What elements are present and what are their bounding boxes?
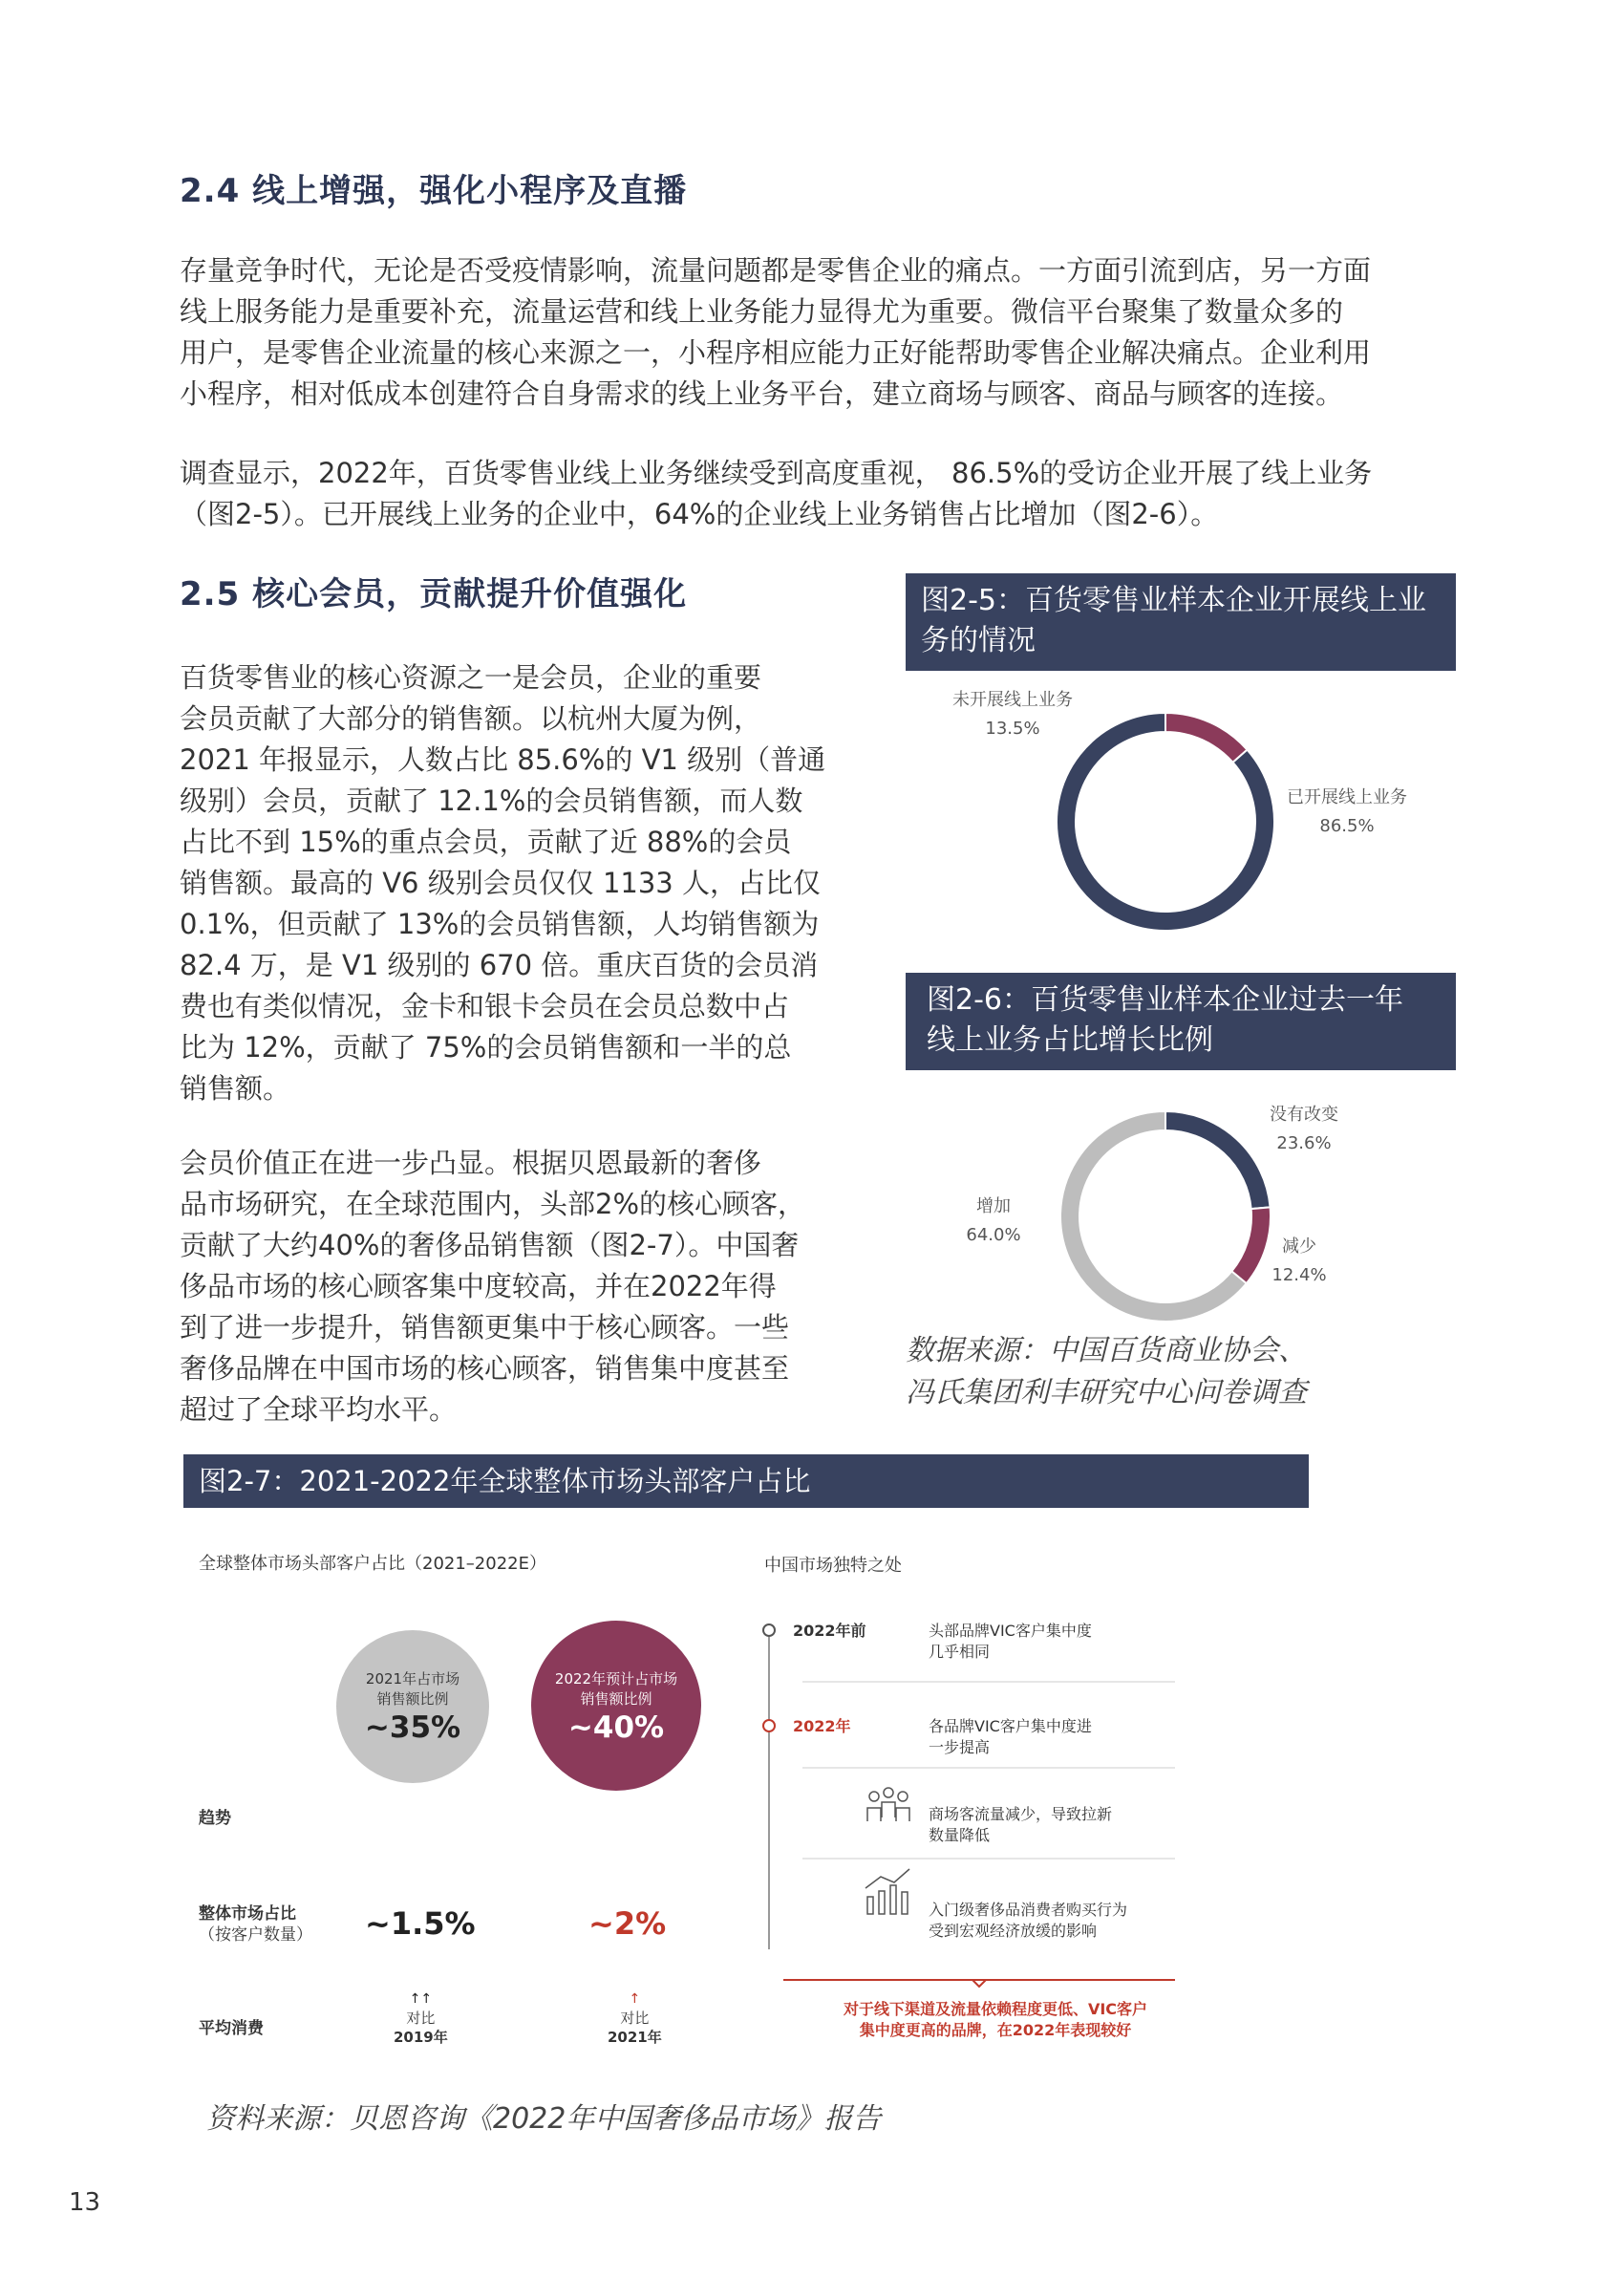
slice-value: 13.5% bbox=[985, 719, 1040, 739]
timeline-text-line: 各品牌VIC客户集中度进 bbox=[929, 1717, 1092, 1735]
slice-label: 增加 bbox=[976, 1196, 1011, 1216]
timeline-text-entry-level bbox=[929, 1900, 1127, 1942]
row-label-line: （按客户数量） bbox=[199, 1925, 312, 1945]
circle-label: 销售额比例 bbox=[376, 1690, 449, 1708]
title-line: 图2-5：百货零售业样本企业开展线上业 bbox=[921, 584, 1426, 617]
figure-2-7-title bbox=[183, 1454, 1309, 1508]
text-line: 小程序，相对低成本创建符合自身需求的线上业务平台，建立商场与顾客、商品与顾客的连接。 bbox=[180, 377, 1344, 410]
fig26-label-no-change bbox=[1251, 1101, 1357, 1158]
timeline-text-line: 几乎相同 bbox=[929, 1643, 991, 1661]
slice-label: 减少 bbox=[1282, 1236, 1316, 1257]
slice-label: 已开展线上业务 bbox=[1287, 787, 1407, 807]
avg-label: 对比 bbox=[620, 2010, 650, 2027]
timeline-text-line: 受到宏观经济放缓的影响 bbox=[929, 1922, 1098, 1940]
text-line: 调查显示，2022年，百货零售业线上业务继续受到高度重视， 86.5%的受访企业开展了线上业务 bbox=[180, 457, 1373, 489]
share-2021-value: ~1.5% bbox=[365, 1905, 476, 1942]
text-line: 比为 12%，贡献了 75%的会员销售额和一半的总 bbox=[180, 1031, 792, 1064]
section-2-5-paragraph-2 bbox=[180, 1143, 805, 1430]
text-line: 会员价值正在进一步凸显。根据贝恩最新的奢侈 bbox=[180, 1147, 762, 1179]
text-line: 品市场研究，在全球范围内，头部2%的核心顾客， bbox=[180, 1188, 806, 1220]
slice-value: 23.6% bbox=[1276, 1133, 1332, 1153]
slice-label: 未开展线上业务 bbox=[952, 690, 1073, 710]
fig27-right-heading: 中国市场独特之处 bbox=[764, 1556, 902, 1576]
fig27-left-heading: 全球整体市场头部客户占比（2021–2022E） bbox=[199, 1554, 546, 1574]
text-line: 超过了全球平均水平。 bbox=[180, 1393, 458, 1426]
text-line: 0.1%，但贡献了 13%的会员销售额，人均销售额为 bbox=[180, 908, 820, 940]
slice-value: 86.5% bbox=[1319, 816, 1375, 836]
growth-chart-icon bbox=[865, 1869, 909, 1914]
timeline-text-2022 bbox=[929, 1716, 1092, 1758]
figure-2-6-title bbox=[906, 973, 1456, 1070]
text-line: 82.4 万，是 V1 级别的 670 倍。重庆百货的会员消 bbox=[180, 949, 819, 981]
text-line: 贡献了大约40%的奢侈品销售额（图2-7）。中国奢 bbox=[180, 1229, 800, 1261]
text-line: 级别）会员，贡献了 12.1%的会员销售额，而人数 bbox=[180, 785, 803, 817]
circle-label: 2022年预计占市场 bbox=[554, 1670, 678, 1688]
conclusion-line: 对于线下渠道及流量依赖程度更低、VIC客户 bbox=[843, 2000, 1148, 2018]
fig26-label-increase bbox=[955, 1193, 1032, 1250]
text-line: 销售额。最高的 V6 级别会员仅仅 1133 人，占比仅 bbox=[180, 867, 821, 899]
slice-label: 没有改变 bbox=[1270, 1105, 1338, 1125]
share-2022-value: ~2% bbox=[588, 1905, 667, 1942]
section-2-4-paragraph-1 bbox=[180, 250, 1371, 415]
title-line: 图2-6：百货零售业样本企业过去一年 bbox=[927, 983, 1403, 1017]
circle-2022-share bbox=[531, 1621, 701, 1791]
up-arrow-icon: ↑ bbox=[629, 1991, 641, 2007]
text-line: 会员贡献了大部分的销售额。以杭州大厦为例， bbox=[180, 702, 762, 735]
slice-value: 12.4% bbox=[1271, 1265, 1327, 1285]
title-line: 务的情况 bbox=[921, 624, 1036, 657]
donut-slice bbox=[1165, 713, 1248, 763]
page-number: 13 bbox=[69, 2188, 101, 2217]
text-line: （图2-5）。已开展线上业务的企业中，64%的企业线上业务销售占比增加（图2-6）。 bbox=[180, 498, 1219, 530]
avg-label: 2019年 bbox=[394, 2029, 448, 2046]
figure-2-6-source bbox=[906, 1330, 1307, 1414]
section-heading-2-4: 2.4 线上增强，强化小程序及直播 bbox=[180, 172, 688, 210]
figure-2-6-donut-chart bbox=[1051, 1107, 1280, 1326]
timeline-text-line: 商场客流量减少，导致拉新 bbox=[929, 1805, 1113, 1823]
text-line: 存量竞争时代，无论是否受疫情影响，流量问题都是零售企业的痛点。一方面引流到店，另一方面 bbox=[180, 254, 1372, 287]
avg-vs-2021 bbox=[608, 1989, 662, 2047]
circle-2021-share bbox=[336, 1630, 489, 1783]
fig26-label-decrease bbox=[1261, 1233, 1337, 1290]
timeline-year-pre-2022: 2022年前 bbox=[793, 1622, 866, 1640]
source-line: 数据来源：中国百货商业协会、 bbox=[906, 1334, 1307, 1367]
title-line: 图2-7：2021-2022年全球整体市场头部客户占比 bbox=[199, 1465, 811, 1497]
avg-label: 对比 bbox=[406, 2010, 436, 2027]
timeline-dot-icon bbox=[763, 1720, 775, 1731]
fig25-label-not-online bbox=[927, 686, 1099, 743]
avg-label: 2021年 bbox=[608, 2029, 662, 2046]
timeline-text-pre-2022 bbox=[929, 1621, 1092, 1663]
text-line: 侈品市场的核心顾客集中度较高，并在2022年得 bbox=[180, 1270, 777, 1302]
text-line: 占比不到 15%的重点会员，贡献了近 88%的会员 bbox=[180, 826, 792, 858]
timeline-year-2022: 2022年 bbox=[793, 1717, 851, 1735]
text-line: 到了进一步提升，销售额更集中于核心顾客。一些 bbox=[180, 1311, 790, 1344]
text-line: 百货零售业的核心资源之一是会员，企业的重要 bbox=[180, 661, 762, 694]
figure-2-7-source: 资料来源：贝恩咨询《2022年中国奢侈品市场》报告 bbox=[206, 2102, 882, 2136]
row-label-avg: 平均消费 bbox=[199, 2019, 264, 2038]
text-line: 2021 年报显示，人数占比 85.6%的 V1 级别（普通 bbox=[180, 743, 826, 776]
donut-2-slices bbox=[1060, 1111, 1271, 1322]
circle-label: 销售额比例 bbox=[580, 1690, 652, 1708]
fig25-label-online bbox=[1271, 784, 1423, 841]
row-label-trend: 趋势 bbox=[199, 1809, 231, 1828]
avg-vs-2019 bbox=[394, 1989, 448, 2047]
slice-value: 64.0% bbox=[966, 1225, 1021, 1245]
timeline-text-line: 数量降低 bbox=[929, 1826, 991, 1844]
timeline-text-line: 一步提高 bbox=[929, 1738, 991, 1756]
timeline-text-line: 头部品牌VIC客户集中度 bbox=[929, 1622, 1092, 1640]
text-line: 用户，是零售企业流量的核心来源之一，小程序相应能力正好能帮助零售企业解决痛点。企业利用 bbox=[180, 336, 1372, 369]
circle-value: ~35% bbox=[364, 1710, 461, 1745]
bracket-notch bbox=[972, 1980, 986, 1987]
source-line: 冯氏集团利丰研究中心问卷调查 bbox=[906, 1376, 1307, 1409]
text-line: 线上服务能力是重要补充，流量运营和线上业务能力显得尤为重要。微信平台聚集了数量众多的 bbox=[180, 295, 1344, 328]
section-heading-2-5: 2.5 核心会员，贡献提升价值强化 bbox=[180, 575, 688, 613]
text-line: 销售额。 bbox=[180, 1072, 291, 1105]
timeline-text-traffic bbox=[929, 1804, 1112, 1846]
row-label-share bbox=[199, 1903, 312, 1946]
section-2-5-paragraph-1 bbox=[180, 657, 825, 1109]
circle-label: 2021年占市场 bbox=[365, 1670, 460, 1688]
title-line: 线上业务占比增长比例 bbox=[927, 1023, 1213, 1057]
up-arrows-icon: ↑↑ bbox=[409, 1991, 433, 2007]
text-line: 奢侈品牌在中国市场的核心顾客，销售集中度甚至 bbox=[180, 1352, 790, 1385]
crowd-icon bbox=[867, 1788, 909, 1821]
conclusion-line: 集中度更高的品牌，在2022年表现较好 bbox=[859, 2021, 1132, 2039]
section-2-4-paragraph-2 bbox=[180, 453, 1372, 535]
fig27-conclusion bbox=[823, 1999, 1167, 2041]
timeline-dot-icon bbox=[763, 1624, 775, 1636]
circle-value: ~40% bbox=[567, 1710, 665, 1745]
timeline-text-line: 入门级奢侈品消费者购买行为 bbox=[929, 1901, 1128, 1919]
figure-2-5-title bbox=[906, 573, 1456, 671]
donut-1-slices bbox=[1057, 713, 1274, 931]
text-line: 费也有类似情况，金卡和银卡会员在会员总数中占 bbox=[180, 990, 790, 1022]
row-label-line: 整体市场占比 bbox=[199, 1904, 296, 1924]
